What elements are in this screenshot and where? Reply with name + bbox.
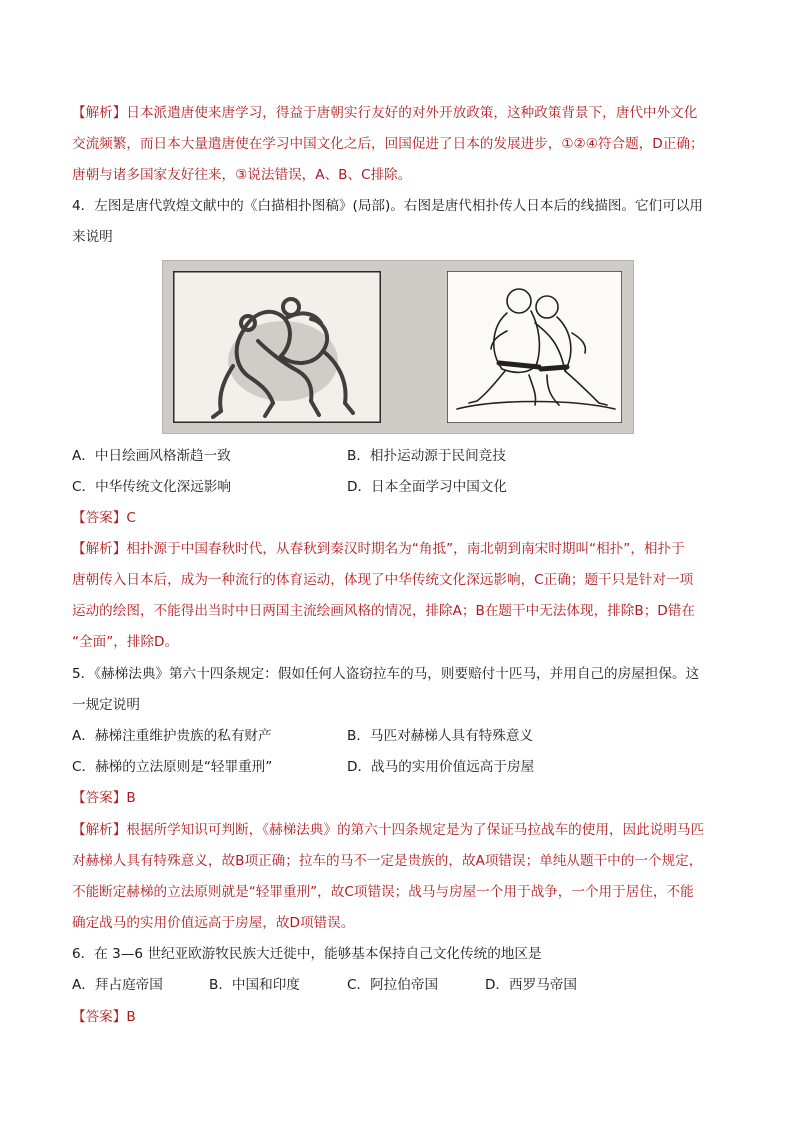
q4-answer [72, 508, 136, 528]
q5-answer [72, 788, 136, 808]
q5-analysis-line-3: 不能断定赫梯的立法原则就是“轻罪重刑”，故C项错误；战马与房屋一个用于战争，一个用于居住，不能 [72, 884, 694, 900]
answer-value: B [126, 1009, 136, 1025]
dunhuang-sumo-sketch-image [173, 271, 381, 423]
explanation-3-line-3: 唐朝与诸多国家友好往来，③说法错误，A、B、C排除。 [72, 167, 412, 183]
q4-analysis-line-2: 唐朝传入日本后，成为一种流行的体育运动，体现了中华传统文化深远影响，C正确；题干只是针对一项 [72, 572, 694, 588]
explanation-3-line-2: 交流频繁，而日本大量遣唐使在学习中国文化之后，回国促进了日本的发展进步，①②④符合题，D正确； [72, 136, 704, 152]
sumo-figure [162, 260, 634, 434]
q5-analysis-line-1: 【解析】根据所学知识可判断，《赫梯法典》的第六十四条规定是为了保证马拉战车的使用，因此说明马匹 [72, 822, 705, 838]
question-4-stem-line-2: 来说明 [72, 229, 113, 245]
q6-answer [72, 1007, 136, 1027]
analysis-tag: 【解析】 [72, 541, 127, 557]
q4-analysis-line-3: 运动的绘图，不能得出当时中日两国主流绘画风格的情况，排除A；B在题干中无法体现，排除B；D错在 [72, 603, 695, 619]
answer-value: B [126, 790, 136, 806]
question-5-stem-line-2: 一规定说明 [72, 697, 140, 713]
q5-analysis-line-4: 确定战马的实用价值远高于房屋，故D项错误。 [72, 915, 355, 931]
question-4-stem-line-1: 4．左图是唐代敦煌文献中的《白描相扑图稿》(局部)。右图是唐代相扑传人日本后的线描图。它们可以用 [72, 198, 703, 214]
analysis-tag: 【解析】 [72, 822, 127, 838]
q6-option-c: C．阿拉伯帝国 [347, 977, 439, 993]
q6-option-b: B．中国和印度 [209, 977, 300, 993]
q4-option-b: B．相扑运动源于民间竞技 [347, 448, 506, 464]
q5-option-b: B．马匹对赫梯人具有特殊意义 [347, 728, 534, 744]
q5-option-a: A．赫梯注重维护贵族的私有财产 [72, 728, 272, 744]
japanese-sumo-line-drawing-image [447, 271, 622, 423]
q5-option-c: C．赫梯的立法原则是“轻罪重刑” [72, 759, 273, 775]
q4-option-c: C．中华传统文化深远影响 [72, 479, 232, 495]
q6-option-d: D．西罗马帝国 [485, 977, 578, 993]
q4-analysis-line-1: 【解析】相扑源于中国春秋时代，从春秋到秦汉时期名为“角抵”，南北朝到南宋时期叫“相扑”，相扑于 [72, 541, 685, 557]
answer-tag: 【答案】 [72, 510, 127, 526]
q6-option-a: A．拜占庭帝国 [72, 977, 163, 993]
question-5-stem-line-1: 5．《赫梯法典》第六十四条规定：假如任何人盗窃拉车的马，则要赔付十匹马，并用自己的房屋担保。这 [72, 666, 700, 682]
explanation-3-line-1: 【解析】日本派遣唐使来唐学习，得益于唐朝实行友好的对外开放政策，这种政策背景下，唐代中外文化 [72, 105, 698, 121]
q4-option-d: D．日本全面学习中国文化 [347, 479, 507, 495]
q5-analysis-line-2: 对赫梯人具有特殊意义，故B项正确；拉车的马不一定是贵族的，故A项错误；单纯从题干中的一个规定， [72, 853, 703, 869]
answer-tag: 【答案】 [72, 790, 127, 806]
answer-value: C [126, 510, 136, 526]
analysis-tag: 【解析】 [72, 105, 127, 121]
q5-option-d: D．战马的实用价值远高于房屋 [347, 759, 535, 775]
question-6-stem: 6．在 3—6 世纪亚欧游牧民族大迁徙中，能够基本保持自己文化传统的地区是 [72, 946, 542, 962]
answer-tag: 【答案】 [72, 1009, 127, 1025]
q4-analysis-line-4: “全面”，排除D。 [72, 634, 179, 650]
q4-option-a: A．中日绘画风格渐趋一致 [72, 448, 231, 464]
